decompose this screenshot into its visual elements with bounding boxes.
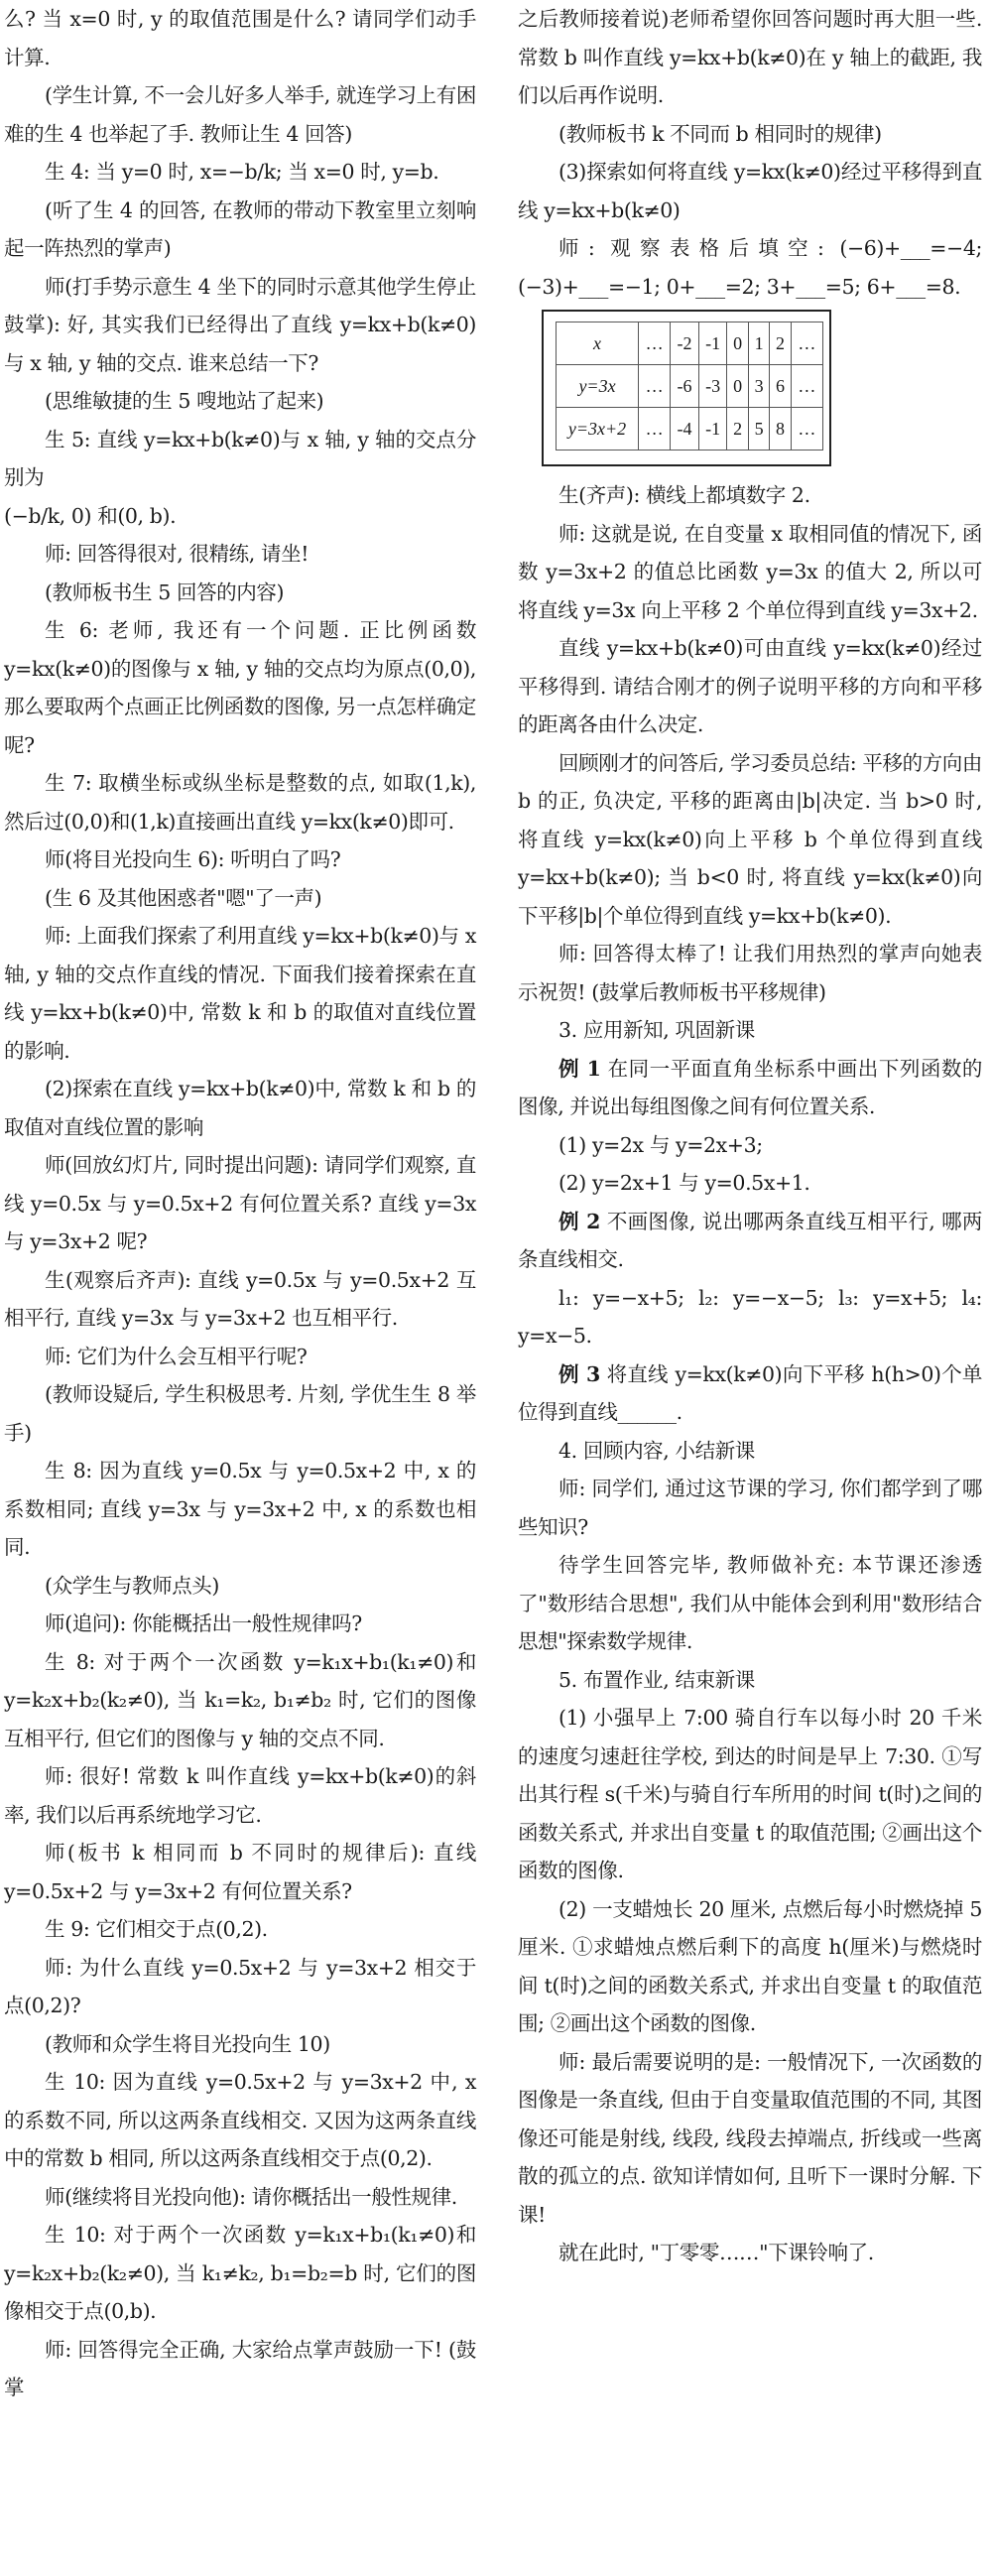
paragraph: 4. 回顾内容, 小结新课 (558, 1438, 755, 1463)
paragraph: 生 9: 它们相交于点(0,2). (45, 1917, 268, 1941)
paragraph: 师(继续将目光投向他): 请你概括出一般性规律. (45, 2184, 457, 2209)
paragraph: 师: 同学们, 通过这节课的学习, 你们都学到了哪些知识? (518, 1477, 982, 1539)
left-column (4, 0, 476, 2407)
row-header-cell: y=3x (557, 365, 639, 408)
paragraph: (思维敏捷的生 5 嗖地站了起来) (45, 389, 324, 413)
table-cell: … (791, 408, 822, 451)
paragraph: (3)探索如何将直线 y=kx(k≠0)经过平移得到直线 y=kx+b(k≠0) (518, 160, 982, 222)
table-cell: … (791, 365, 822, 408)
paragraph: (2) y=2x+1 与 y=0.5x+1. (558, 1171, 810, 1195)
row-header-cell: y=3x+2 (557, 408, 639, 451)
paragraph: 就在此时, "丁零零……"下课铃响了. (558, 2241, 874, 2264)
paragraph: 师: 回答得完全正确, 大家给点掌声鼓励一下! (鼓掌 (4, 2337, 476, 2399)
value-table-frame (542, 310, 831, 466)
paragraph: (1) y=2x 与 y=2x+3; (558, 1132, 763, 1157)
table-cell: -6 (671, 365, 699, 408)
table-cell: -4 (671, 408, 699, 451)
table-row (557, 322, 823, 365)
paragraph: 师: 为什么直线 y=0.5x+2 与 y=3x+2 相交于点(0,2)? (4, 1955, 476, 2017)
table-cell: 6 (770, 365, 791, 408)
paragraph: 师: 这就是说, 在自变量 x 取相同值的情况下, 函数 y=3x+2 的值总比函数 y=3x 的值大 2, 所以可将直线 y=3x 向上平移 2 个单位得到直线 y=3x+2. (518, 521, 982, 622)
paragraph: 师: 回答得很对, 很精练, 请坐! (45, 542, 310, 566)
paragraph: 师(追问): 你能概括出一般性规律吗? (45, 1611, 362, 1635)
table-cell: 0 (727, 322, 748, 365)
paragraph: 师: 很好! 常数 k 叫作直线 y=kx+b(k≠0)的斜率, 我们以后再系统地学习它. (4, 1764, 476, 1827)
table-cell: 2 (727, 408, 748, 451)
paragraph: 生(观察后齐声): 直线 y=0.5x 与 y=0.5x+2 互相平行, 直线 y=3x 与 y=3x+2 也互相平行. (4, 1267, 476, 1330)
paragraph: 生(齐声): 横线上都填数字 2. (558, 483, 810, 507)
table-cell: 1 (748, 322, 769, 365)
paragraph: (教师板书生 5 回答的内容) (45, 580, 285, 604)
paragraph: 师: 上面我们探索了利用直线 y=kx+b(k≠0)与 x 轴, y 轴的交点作直线的情况. 下面我们接着探索在直线 y=kx+b(k≠0)中, 常数 k 和 b 的取值对直线位置的影响. (4, 924, 476, 1063)
right-column-top (518, 0, 982, 306)
paragraph: 待学生回答完毕, 教师做补充: 本节课还渗透了"数形结合思想", 我们从中能体会到利用"数形结合思想"探索数学规律. (518, 1553, 982, 1653)
table-cell: -1 (698, 322, 727, 365)
paragraph: 师(将目光投向生 6): 听明白了吗? (45, 847, 341, 871)
paragraph: (教师设疑后, 学生积极思考. 片刻, 学优生生 8 举手) (4, 1382, 476, 1445)
paragraph: 生 10: 对于两个一次函数 y=k₁x+b₁(k₁≠0)和 y=k₂x+b₂(k₂≠0), 当 k₁≠k₂, b₁=b₂=b 时, 它们的图像相交于点(0,b). (4, 2223, 476, 2323)
paragraph: 师(板书 k 相同而 b 不同时的规律后): 直线 y=0.5x+2 与 y=3x+2 有何位置关系? (4, 1841, 476, 1903)
paragraph: (众学生与教师点头) (45, 1573, 219, 1598)
paragraph: 师(回放幻灯片, 同时提出问题): 请同学们观察, 直线 y=0.5x 与 y=0.5x+2 有何位置关系? 直线 y=3x 与 y=3x+2 呢? (4, 1153, 476, 1253)
example-label: 例 1 (558, 1056, 601, 1081)
paragraph: 生 7: 取横坐标或纵坐标是整数的点, 如取(1,k), 然后过(0,0)和(1,k)直接画出直线 y=kx(k≠0)即可. (4, 771, 476, 834)
table-cell: 5 (748, 408, 769, 451)
paragraph: 师: 它们为什么会互相平行呢? (45, 1344, 308, 1368)
paragraph: (听了生 4 的回答, 在教师的带动下教室里立刻响起一阵热烈的掌声) (4, 197, 476, 260)
value-table (556, 322, 823, 451)
paragraph: 3. 应用新知, 巩固新课 (558, 1018, 755, 1042)
paragraph: (2)探索在直线 y=kx+b(k≠0)中, 常数 k 和 b 的取值对直线位置的影响 (4, 1077, 476, 1139)
paragraph: 之后教师接着说)老师希望你回答问题时再大胆一些. 常数 b 叫作直线 y=kx+b(k≠0)在 y 轴上的截距, 我们以后再作说明. (518, 7, 982, 107)
right-column-bottom (518, 476, 982, 2272)
paragraph: l₁: y=−x+5; l₂: y=−x−5; l₃: y=x+5; l₄: y=x−5. (518, 1285, 982, 1348)
paragraph: 么? 当 x=0 时, y 的取值范围是什么? 请同学们动手计算. (4, 7, 476, 69)
table-cell: 3 (748, 365, 769, 408)
paragraph: 回顾刚才的问答后, 学习委员总结: 平移的方向由 b 的正, 负决定, 平移的距离由|b|决定. 当 b>0 时, 将直线 y=kx(k≠0)向上平移 b 个单位得到直线 y=kx+b(k≠0); 当 b<0 时, 将直线 y=kx(k≠0)向下平移|b|个单位得到直线 y=kx+b(k≠0). (518, 750, 982, 928)
paragraph: 师: 回答得太棒了! 让我们用热烈的掌声向她表示祝贺! (鼓掌后教师板书平移规律) (518, 942, 982, 1004)
paragraph: 直线 y=kx+b(k≠0)可由直线 y=kx(k≠0)经过平移得到. 请结合刚才的例子说明平移的方向和平移的距离各由什么决定. (518, 636, 982, 736)
paragraph: (1) 小强早上 7:00 骑自行车以每小时 20 千米的速度匀速赶往学校, 到达的时间是早上 7:30. ①写出其行程 s(千米)与骑自行车所用的时间 t(时)之间的函数关系式, 并求出自变量 t 的取值范围; ②画出这个函数的图像. (518, 1706, 982, 1882)
table-cell: 2 (770, 322, 791, 365)
table-cell: 0 (727, 365, 748, 408)
paragraph: (学生计算, 不一会儿好多人举手, 就连学习上有困难的生 4 也举起了手. 教师让生 4 回答) (4, 83, 476, 146)
paragraph: 生 6: 老师, 我还有一个问题. 正比例函数 y=kx(k≠0)的图像与 x 轴, y 轴的交点均为原点(0,0), 那么要取两个点画正比例函数的图像, 另一点怎样确定呢? (4, 618, 476, 757)
paragraph: (−b/k, 0) 和(0, b). (4, 503, 177, 528)
table-row (557, 408, 823, 451)
example-label: 例 3 (558, 1361, 600, 1386)
table-cell: -3 (698, 365, 727, 408)
paragraph: 例 1 在同一平面直角坐标系中画出下列函数的图像, 并说出每组图像之间有何位置关系. (518, 1056, 982, 1118)
paragraph: 师(打手势示意生 4 坐下的同时示意其他学生停止鼓掌): 好, 其实我们已经得出了直线 y=kx+b(k≠0)与 x 轴, y 轴的交点. 谁来总结一下? (4, 274, 476, 375)
paragraph: 生 4: 当 y=0 时, x=−b/k; 当 x=0 时, y=b. (45, 160, 439, 184)
paragraph: (教师板书 k 不同而 b 相同时的规律) (558, 121, 882, 146)
paragraph: 5. 布置作业, 结束新课 (558, 1667, 755, 1692)
table-cell: … (639, 408, 671, 451)
right-column (518, 0, 982, 2272)
table-cell: -1 (698, 408, 727, 451)
paragraph: (2) 一支蜡烛长 20 厘米, 点燃后每小时燃烧掉 5 厘米. ①求蜡烛点燃后剩下的高度 h(厘米)与燃烧时间 t(时)之间的函数关系式, 并求出自变量 t 的取值范围; ②画出这个函数的图像. (518, 1896, 982, 2035)
table-cell: -2 (671, 322, 699, 365)
paragraph: 师: 最后需要说明的是: 一般情况下, 一次函数的图像是一条直线, 但由于自变量取值范围的不同, 其图像还可能是射线, 线段, 线段去掉端点, 折线或一些离散的孤立的点. 欲知详情如何, 且听下一课时分解. 下课! (518, 2049, 982, 2227)
paragraph: 生 8: 对于两个一次函数 y=k₁x+b₁(k₁≠0)和 y=k₂x+b₂(k₂≠0), 当 k₁=k₂, b₁≠b₂ 时, 它们的图像互相平行, 但它们的图像与 y 轴的交点不同. (4, 1649, 476, 1750)
table-row (557, 365, 823, 408)
paragraph: 例 2 不画图像, 说出哪两条直线互相平行, 哪两条直线相交. (518, 1209, 983, 1271)
table-cell: … (639, 365, 671, 408)
paragraph: 例 3 将直线 y=kx(k≠0)向下平移 h(h>0)个单位得到直线______. (518, 1361, 983, 1424)
paragraph: 生 10: 因为直线 y=0.5x+2 与 y=3x+2 中, x 的系数不同, 所以这两条直线相交. 又因为这两条直线中的常数 b 相同, 所以这两条直线相交于点(0,2). (4, 2070, 476, 2170)
paragraph: (教师和众学生将目光投向生 10) (45, 2031, 330, 2056)
table-cell: … (791, 322, 822, 365)
table-cell: … (639, 322, 671, 365)
table-cell: 8 (770, 408, 791, 451)
paragraph: (生 6 及其他困惑者"嗯"了一声) (45, 885, 322, 910)
paragraph: 生 8: 因为直线 y=0.5x 与 y=0.5x+2 中, x 的系数相同; 直线 y=3x 与 y=3x+2 中, x 的系数也相同. (4, 1459, 476, 1559)
row-header-cell: x (557, 322, 639, 365)
example-label: 例 2 (558, 1209, 601, 1233)
paragraph: 师: 观察表格后填空: (−6)+___=−4; (−3)+___=−1; 0+___=2; 3+___=5; 6+___=8. (518, 236, 982, 299)
paragraph: 生 5: 直线 y=kx+b(k≠0)与 x 轴, y 轴的交点分别为 (4, 427, 476, 489)
